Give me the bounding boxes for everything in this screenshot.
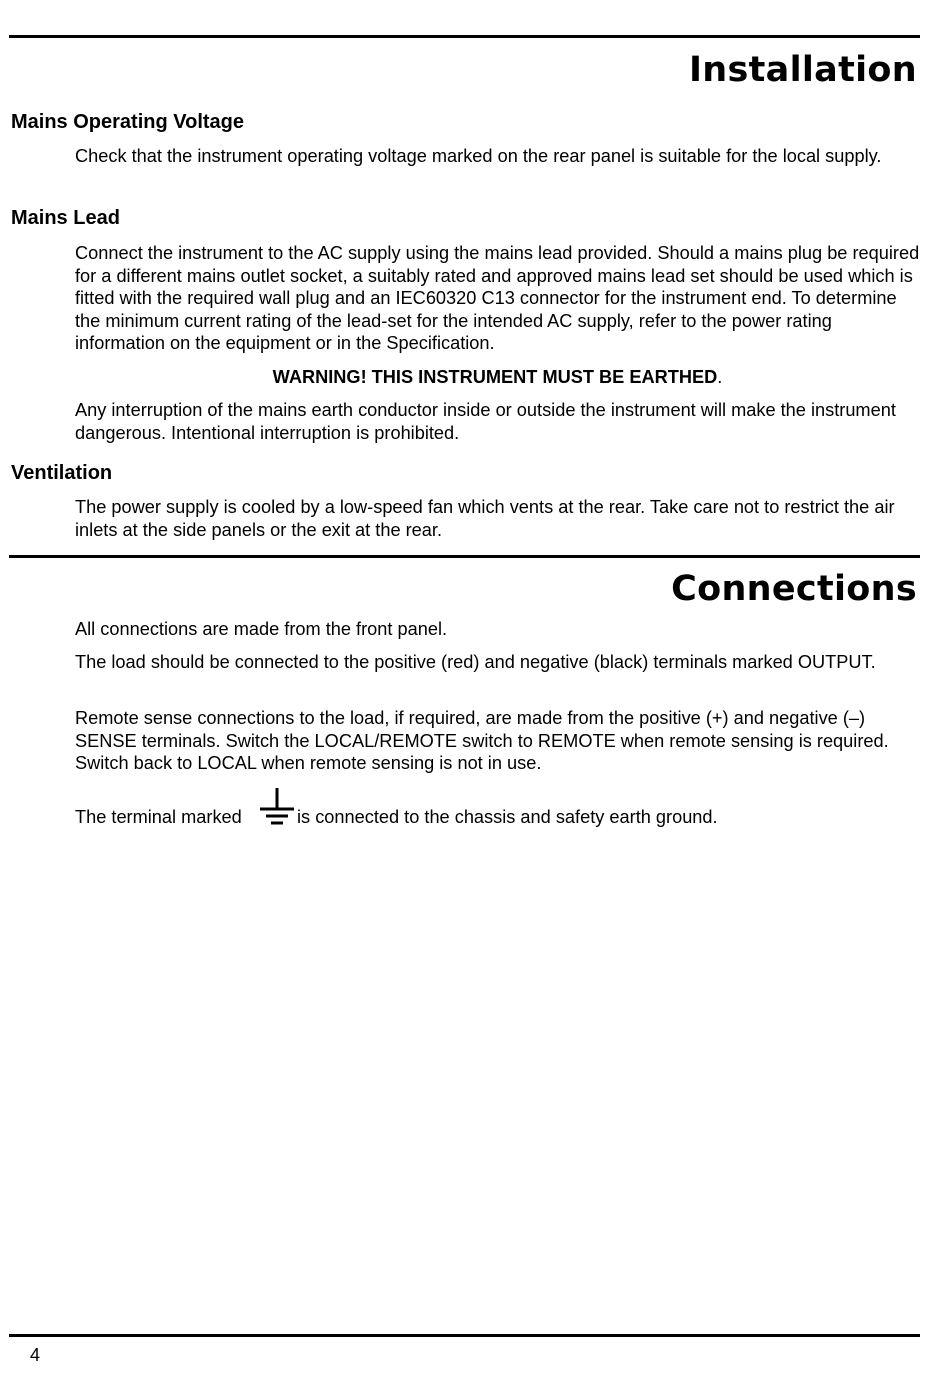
ventilation-text: The power supply is cooled by a low-speed fan which vents at the rear. Take care not to restrict the air inlets at the side panels or the exit at the rear. (75, 497, 895, 540)
mains-lead-heading: Mains Lead (11, 207, 120, 229)
connections-para-sense: Remote sense connections to the load, if required, are made from the positive (+) and negative (–) SENSE terminals. Switch the LOCAL/REMOTE switch to REMOTE when remote sensing is required. Switch back to LOCAL when remote sensing is not in use. (75, 708, 889, 773)
page-number: 4 (30, 1345, 41, 1365)
connections-title: Connections (671, 569, 917, 609)
top-rule (9, 35, 920, 38)
connections-para-output: The load should be connected to the positive (red) and negative (black) terminals marked OUTPUT. (75, 652, 876, 672)
earth-terminal-text-before: The terminal marked (75, 807, 242, 827)
mains-lead-text: Connect the instrument to the AC supply using the mains lead provided. Should a mains plug be required for a different mains outlet socket, a suitably rated and approved mains lead set should be used which is fitted with the required wall plug and an IEC60320 C13 connector for the instrument end. To determine the minimum current rating of the lead-set for the intended AC supply, refer to the power rating information on the equipment or in the Specification. (75, 243, 920, 353)
ventilation-heading: Ventilation (11, 462, 113, 484)
earth-warning-text: WARNING! THIS INSTRUMENT MUST BE EARTHED (272, 367, 718, 387)
earth-ground-icon (259, 788, 295, 826)
mains-voltage-heading: Mains Operating Voltage (11, 111, 244, 133)
earth-warning-period: . (717, 367, 723, 387)
connections-para-front-panel: All connections are made from the front panel. (75, 619, 448, 639)
connections-rule (9, 555, 920, 558)
mains-voltage-text: Check that the instrument operating voltage marked on the rear panel is suitable for the local supply. (75, 146, 882, 166)
installation-title: Installation (688, 50, 917, 90)
footer-rule (9, 1334, 920, 1337)
earth-interruption-text: Any interruption of the mains earth conductor inside or outside the instrument will make the instrument dangerous. Intentional interruption is prohibited. (75, 400, 896, 443)
earth-terminal-text-after: is connected to the chassis and safety earth ground. (297, 807, 718, 827)
earth-warning (75, 366, 920, 389)
